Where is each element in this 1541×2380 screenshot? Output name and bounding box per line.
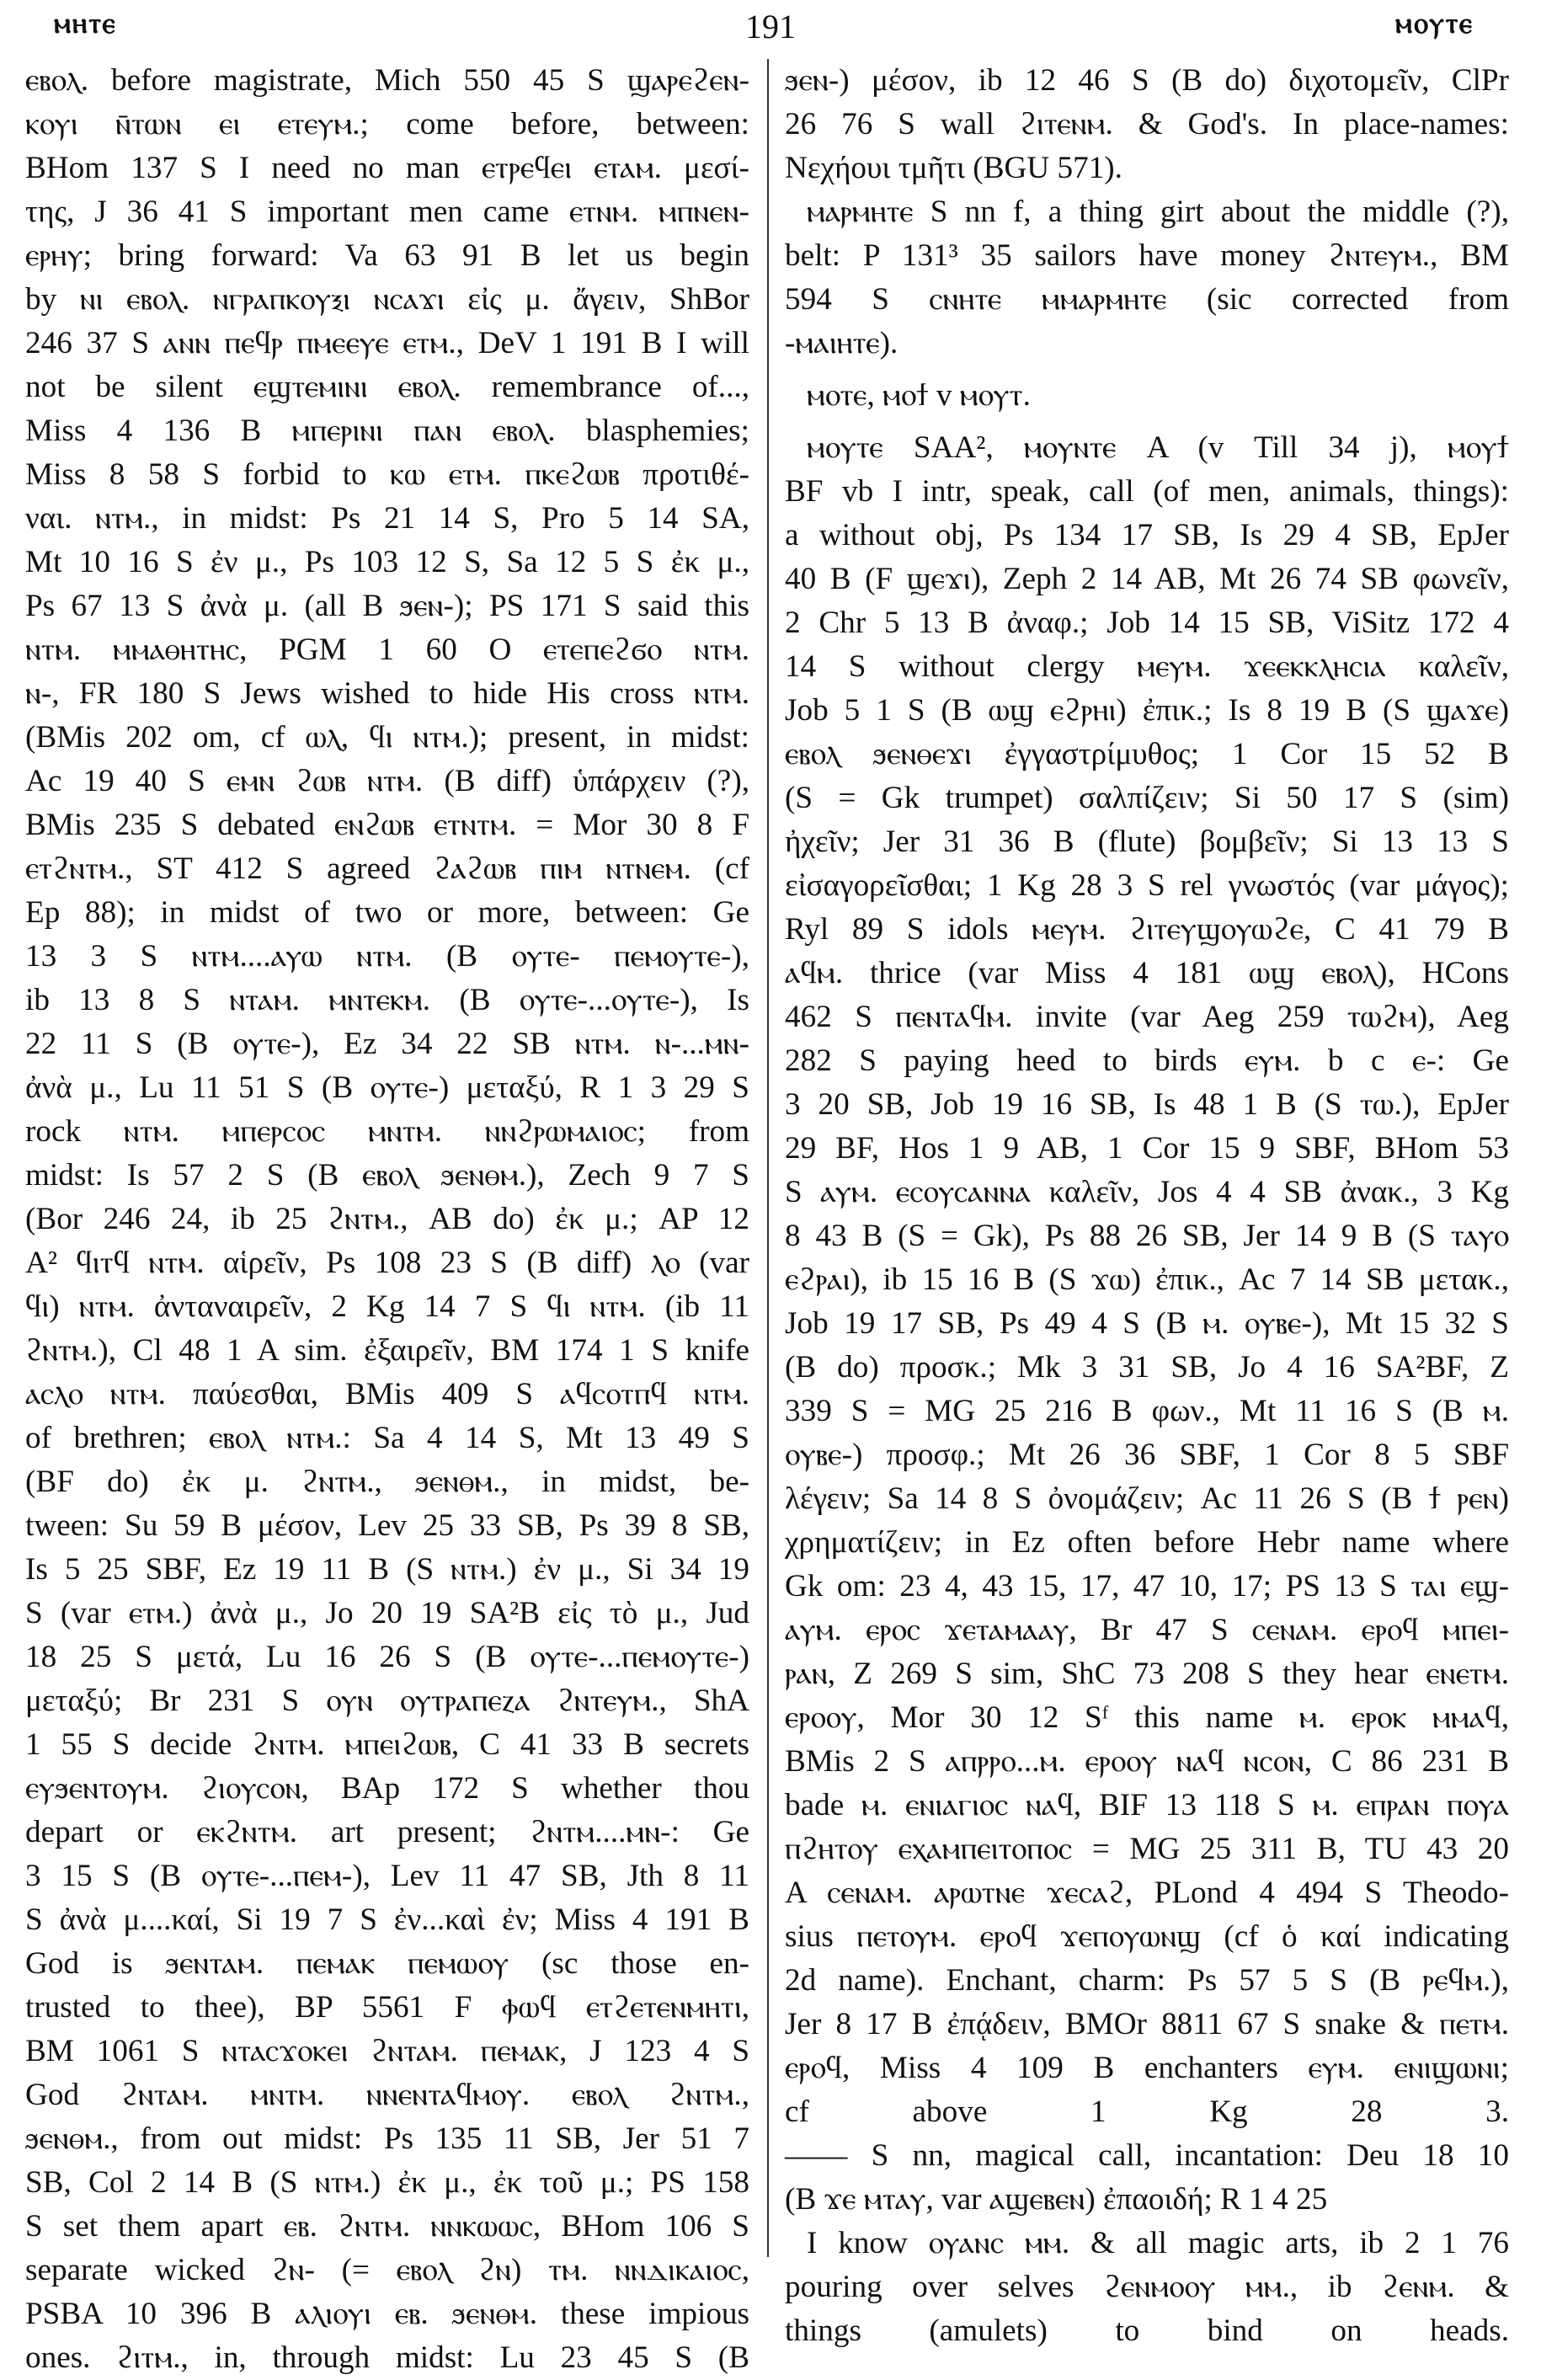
- text-line: εἰσαγορεῖσθαι; 1 Kg 28 3 S rel γνωστός (var μάγος);: [785, 868, 1509, 903]
- text-line: ⲣⲁⲛ, Z 269 S sim, ShC 73 208 S they hear ⲉⲛⲉⲧⲙ.: [785, 1657, 1509, 1691]
- text-line: S ⲁⲩⲙ. ⲉⲥⲟⲩⲥⲁⲛⲛⲁ καλεῖν, Jos 4 4 SB ἀνακ., 3 Kg: [785, 1175, 1509, 1209]
- text-line: ϥⲓ) ⲛⲧⲙ. ἀνταναιρεῖν, 2 Kg 14 7 S ϥⲓ ⲛⲧⲙ. (ib 11: [25, 1289, 749, 1324]
- text-line: Job 5 1 S (B ⲱϣ ⲉϩⲣⲏⲓ) ἐπικ.; Is 8 19 B (S ϣⲁϫⲉ): [785, 693, 1509, 728]
- text-line: ναι. ⲛⲧⲙ., in midst: Ps 21 14 S, Pro 5 14 SA,: [25, 501, 749, 536]
- text-line: (BF do) ἐκ μ. ϩⲛⲧⲙ., ϧⲉⲛⲑⲙ., in midst, be-: [25, 1465, 749, 1499]
- text-line: belt: P 131³ 35 sailors have money ϩⲛⲧⲉⲩⲙ., BM: [785, 238, 1509, 273]
- text-line: separate wicked ϩⲛ- (= ⲉⲃⲟⲗ ϩⲛ) ⲧⲙ. ⲛⲛⲇⲓⲕⲁⲓⲟⲥ,: [25, 2253, 749, 2287]
- text-line: ⲁⲩⲙ. ⲉⲣⲟⲥ ϫⲉⲧⲁⲙⲁⲁⲩ, Br 47 S ⲥⲉⲛⲁⲙ. ⲉⲣⲟϥ ⲙⲡⲉⲓ-: [785, 1613, 1509, 1647]
- text-line: ϧⲉⲛⲑⲙ., from out midst: Ps 135 11 SB, Jer 51 7: [25, 2121, 749, 2156]
- text-line: ⲙⲁⲣⲙⲏⲧⲉ S nn f, a thing girt about the middle (?),: [807, 195, 1509, 229]
- text-line: Gk om: 23 4, 43 15, 17, 47 10, 17; PS 13 S ⲧⲁⲓ ⲉϣ-: [785, 1569, 1509, 1604]
- text-line: tween: Su 59 B μέσον, Lev 25 33 SB, Ps 39 8 SB,: [25, 1508, 749, 1543]
- text-line: ϩⲛⲧⲙ.), Cl 48 1 A sim. ἐξαιρεῖν, BM 174 1 S knife: [25, 1333, 749, 1368]
- text-line: cf above 1 Kg 28 3.: [785, 2095, 1509, 2129]
- text-line: 594 S ⲥⲛⲏⲧⲉ ⲙⲙⲁⲣⲙⲏⲧⲉ (sic corrected from: [785, 282, 1509, 317]
- text-line: S set them apart ⲉⲃ. ϩⲛⲧⲙ. ⲛⲛⲕⲱⲱⲥ, BHom 106 S: [25, 2209, 749, 2244]
- text-line: ⲉⲣⲏⲩ; bring forward: Va 63 91 B let us begin: [25, 238, 749, 273]
- text-line: not be silent ⲉϣⲧⲉⲙⲓⲛⲓ ⲉⲃⲟⲗ. remembrance of...,: [25, 370, 749, 404]
- text-line: God ϩⲛⲧⲁⲙ. ⲙⲛⲧⲙ. ⲛⲛⲉⲛⲧⲁϥⲙⲟⲩ. ⲉⲃⲟⲗ ϩⲛⲧⲙ.,: [25, 2078, 749, 2112]
- text-line: S (var ⲉⲧⲙ.) ἀνὰ μ., Jo 20 19 SA²B εἰς τὸ μ., Jud: [25, 1596, 749, 1630]
- text-line: μεταξύ; Br 231 S ⲟⲩⲛ ⲟⲩⲧⲣⲁⲡⲉⲍⲁ ϩⲛⲧⲉⲩⲙ., ShA: [25, 1684, 749, 1718]
- text-line: I know ⲟⲩⲁⲛⲥ ⲙⲙ. & all magic arts, ib 2 1 76: [807, 2226, 1509, 2260]
- text-line: sius ⲡⲉⲧⲟⲩⲙ. ⲉⲣⲟϥ ϫⲉⲡⲟⲩⲱⲛϣ (cf ὁ καί indicating: [785, 1919, 1509, 1954]
- text-line: ⲁⲥⲗⲟ ⲛⲧⲙ. παύεσθαι, BMis 409 S ⲁϥⲥⲟⲧⲡϥ ⲛⲧⲙ.: [25, 1377, 749, 1411]
- text-line: ⲛ-, FR 180 S Jews wished to hide His cross ⲛⲧⲙ.: [25, 676, 749, 711]
- text-line: ⲉϩⲣⲁⲓ), ib 15 16 B (S ϫⲱ) ἐπικ., Ac 7 14 SB μετακ.,: [785, 1262, 1509, 1297]
- text-line: Is 5 25 SBF, Ez 19 11 B (S ⲛⲧⲙ.) ἐν μ., Si 34 19: [25, 1552, 749, 1587]
- text-line: Miss 4 136 B ⲙⲡⲉⲣⲓⲛⲓ ⲡⲁⲛ ⲉⲃⲟⲗ. blasphemies;: [25, 414, 749, 448]
- text-line: S ἀνὰ μ....καί, Si 19 7 S ἐν...καὶ ἐν; Miss 4 191 B: [25, 1902, 749, 1937]
- text-line: of brethren; ⲉⲃⲟⲗ ⲛⲧⲙ.: Sa 4 14 S, Mt 13 49 S: [25, 1421, 749, 1455]
- text-line: ⲙⲟⲧⲉ, ⲙⲟϯ v ⲙⲟⲩⲧ.: [807, 378, 1031, 413]
- text-line: 29 BF, Hos 1 9 AB, 1 Cor 15 9 SBF, BHom 53: [785, 1131, 1509, 1166]
- text-line: ⲉⲣⲟϥ, Miss 4 109 B enchanters ⲉⲩⲙ. ⲉⲛⲓϣⲱⲛⲓ;: [785, 2051, 1509, 2085]
- text-line: ⲕⲟⲩⲓ ⲛ̄ⲧⲱⲛ ⲉⲓ ⲉⲧⲉⲩⲙ.; come before, between:: [25, 107, 749, 141]
- text-line: ⲡϩⲏⲧⲟⲩ ⲉⲭⲁⲙⲡⲉⲓⲧⲟⲡⲟⲥ = MG 25 311 B, TU 43 20: [785, 1832, 1509, 1866]
- text-line: 2d name). Enchant, charm: Ps 57 5 S (B ⲣⲉϥⲙ.),: [785, 1963, 1509, 1998]
- text-line: A² ϥⲓⲧϥ ⲛⲧⲙ. αἱρεῖν, Ps 108 23 S (B diff) ⲗⲟ (var: [25, 1246, 749, 1280]
- text-line: ⲉⲣⲟⲟⲩ, Mor 30 12 Sᶠ this name ⲙ. ⲉⲣⲟⲕ ⲙⲙⲁϥ,: [785, 1700, 1509, 1735]
- text-line: 13 3 S ⲛⲧⲙ....ⲁⲩⲱ ⲛⲧⲙ. (B ⲟⲩⲧⲉ- ⲡⲉⲙⲟⲩⲧⲉ-),: [25, 939, 749, 974]
- text-line: ἠχεῖν; Jer 31 36 B (flute) βομβεῖν; Si 13 13 S: [785, 824, 1509, 859]
- text-line: ἀνὰ μ., Lu 11 51 S (B ⲟⲩⲧⲉ-) μεταξύ, R 1 3 29 S: [25, 1070, 749, 1105]
- text-line: depart or ⲉⲕϩⲛⲧⲙ. art present; ϩⲛⲧⲙ....ⲙⲛ-: Ge: [25, 1815, 749, 1849]
- text-line: Job 19 17 SB, Ps 49 4 S (B ⲙ. ⲟⲩⲃⲉ-), Mt 15 32 S: [785, 1306, 1509, 1341]
- text-line: Mt 10 16 S ἐν μ., Ps 103 12 S, Sa 12 5 S ἐκ μ.,: [25, 545, 749, 579]
- text-line: 282 S paying heed to birds ⲉⲩⲙ. b c ⲉ-: Ge: [785, 1043, 1509, 1078]
- text-line: BF vb I intr, speak, call (of men, animals, things):: [785, 474, 1509, 509]
- text-line: BHom 137 S I need no man ⲉⲧⲣⲉϥⲉⲓ ⲉⲧⲁⲙ. μεσί-: [25, 151, 749, 185]
- text-line: 40 B (F ϣⲉϫⲓ), Zeph 2 14 AB, Mt 26 74 SB φωνεῖν,: [785, 562, 1509, 596]
- text-line: ⲉⲃⲟⲗ ϧⲉⲛⲑⲉϫⲓ ἐγγαστρίμυθος; 1 Cor 15 52 B: [785, 737, 1509, 771]
- text-line: 26 76 S wall ϩⲓⲧⲉⲛⲙ. & God's. In place-names:: [785, 107, 1509, 141]
- text-line: 1 55 S decide ϩⲛⲧⲙ. ⲙⲡⲉⲓϩⲱⲃ, C 41 33 B secrets: [25, 1727, 749, 1762]
- text-line: (S = Gk trumpet) σαλπίζειν; Si 50 17 S (sim): [785, 781, 1509, 815]
- text-line: (B do) προσκ.; Mk 3 31 SB, Jo 4 16 SA²BF, Z: [785, 1350, 1509, 1385]
- right-running-headword: ⲙⲟⲩⲧⲉ: [1394, 7, 1474, 40]
- text-line: 14 S without clergy ⲙⲉⲩⲙ. ϫⲉⲉⲕⲕⲗⲏⲥⲓⲁ καλεῖν,: [785, 649, 1509, 684]
- text-line: ⲁϥⲙ. thrice (var Miss 4 181 ⲱϣ ⲉⲃⲟⲗ), HCons: [785, 956, 1509, 990]
- text-line: (BMis 202 om, cf ⲱⲗ, ϥⲓ ⲛⲧⲙ.); present, in midst:: [25, 720, 749, 755]
- text-line: ones. ϩⲓⲧⲙ., in, through midst: Lu 23 45 S (B: [25, 2340, 749, 2375]
- text-line: rock ⲛⲧⲙ. ⲙⲡⲉⲣⲥⲟⲥ ⲙⲛⲧⲙ. ⲛⲛϩⲣⲱⲙⲁⲓⲟⲥ; from: [25, 1114, 749, 1149]
- text-line: BMis 2 S ⲁⲡⲣⲣⲟ...ⲙ. ⲉⲣⲟⲟⲩ ⲛⲁϥ ⲛⲥⲟⲛ, C 86 231 B: [785, 1744, 1509, 1779]
- text-line: trusted to thee), BP 5561 F ⲫⲱϥ ⲉⲧϩⲉⲧⲉⲛⲙⲏⲧⲓ,: [25, 1990, 749, 2025]
- text-line: Jer 8 17 B ἐπᾴδειν, BMOr 8811 67 S snake & ⲡⲉⲧⲙ.: [785, 2007, 1509, 2041]
- text-line: λέγειν; Sa 14 8 S ὀνομάζειν; Ac 11 26 S (B ϯ ⲣⲉⲛ): [785, 1481, 1509, 1516]
- text-line: ⲉⲧϩⲛⲧⲙ., ST 412 S agreed ϩⲁϩⲱⲃ ⲡⲓⲙ ⲛⲧⲛⲉⲙ. (cf: [25, 851, 749, 886]
- text-line: ϧⲉⲛ-) μέσον, ib 12 46 S (B do) διχοτομεῖν, ClPr: [785, 63, 1509, 98]
- text-line: ⲛⲧⲙ. ⲙⲙⲁⲑⲏⲧⲏⲥ, PGM 1 60 O ⲉⲧⲉⲡⲉϩϭⲟ ⲛⲧⲙ.: [25, 632, 749, 667]
- text-line: Ryl 89 S idols ⲙⲉⲩⲙ. ϩⲓⲧⲉⲩϣⲟⲩⲱϩⲉ, C 41 79 B: [785, 912, 1509, 947]
- text-line: ib 13 8 S ⲛⲧⲁⲙ. ⲙⲛⲧⲉⲕⲙ. (B ⲟⲩⲧⲉ-...ⲟⲩⲧⲉ-), Is: [25, 983, 749, 1017]
- text-line: bade ⲙ. ⲉⲛⲓⲁⲅⲓⲟⲥ ⲛⲁϥ, BIF 13 118 S ⲙ. ⲉⲡⲣⲁⲛ ⲡⲟⲩⲁ: [785, 1788, 1509, 1822]
- text-line: της, J 36 41 S important men came ⲉⲧⲛⲙ. ⲙⲡⲛⲉⲛ-: [25, 195, 749, 229]
- text-line: God is ϧⲉⲛⲧⲁⲙ. ⲡⲉⲙⲁⲕ ⲡⲉⲙⲱⲟⲩ (sc those en-: [25, 1946, 749, 1981]
- text-line: Miss 8 58 S forbid to ⲕⲱ ⲉⲧⲙ. ⲡⲕⲉϩⲱⲃ προτιθέ-: [25, 457, 749, 492]
- text-line: BMis 235 S debated ⲉⲛϩⲱⲃ ⲉⲧⲛⲧⲙ. = Mor 30 8 F: [25, 808, 749, 842]
- text-line: Νεχήουι τμῆτι (BGU 571).: [785, 151, 1122, 185]
- column-divider: [767, 59, 769, 2257]
- text-line: —— S nn, magical call, incantation: Deu 18 10: [785, 2138, 1509, 2173]
- text-line: A ⲥⲉⲛⲁⲙ. ⲁⲣⲱⲧⲛⲉ ϫⲉⲥⲁϩ, PLond 4 494 S Theodo-: [785, 1876, 1509, 1910]
- text-line: 3 15 S (B ⲟⲩⲧⲉ-...ⲡⲉⲙ-), Lev 11 47 SB, Jth 8 11: [25, 1859, 749, 1893]
- text-line: midst: Is 57 2 S (B ⲉⲃⲟⲗ ϧⲉⲛⲑⲙ.), Zech 9 7 S: [25, 1158, 749, 1193]
- left-column: [25, 59, 749, 2375]
- text-line: things (amulets) to bind on heads.: [785, 2313, 1509, 2348]
- text-line: 246 37 S ⲁⲛⲛ ⲡⲉϥⲣ ⲡⲙⲉⲉⲩⲉ ⲉⲧⲙ., DeV 1 191 B I will: [25, 326, 749, 360]
- text-line: PSBA 10 396 B ⲁⲗⲓⲟⲩⲓ ⲉⲃ. ϧⲉⲛⲑⲙ. these impious: [25, 2297, 749, 2331]
- text-line: 22 11 S (B ⲟⲩⲧⲉ-), Ez 34 22 SB ⲛⲧⲙ. ⲛ-...ⲙⲛ-: [25, 1027, 749, 1061]
- text-line: (B ϫⲉ ⲙⲧⲁⲩ, var ⲁϣⲉⲃⲉⲛ) ἐπαοιδή; R 1 4 25: [785, 2182, 1328, 2217]
- page-number: 191: [745, 8, 796, 45]
- text-line: χρηματίζειν; in Ez often before Hebr name where: [785, 1525, 1509, 1560]
- text-line: 18 25 S μετά, Lu 16 26 S (B ⲟⲩⲧⲉ-...ⲡⲉⲙⲟⲩⲧⲉ-): [25, 1640, 749, 1674]
- text-line: 462 S ⲡⲉⲛⲧⲁϥⲙ. invite (var Aeg 259 ⲧⲱϩⲙ), Aeg: [785, 1000, 1509, 1034]
- text-line: -ⲙⲁⲓⲏⲧⲉ).: [785, 326, 898, 360]
- text-line: ⲉⲩϧⲉⲛⲧⲟⲩⲙ. ϩⲓⲟⲩⲥⲟⲛ, BAp 172 S whether thou: [25, 1771, 749, 1806]
- text-line: Ps 67 13 S ἀνὰ μ. (all B ϧⲉⲛ-); PS 171 S said this: [25, 589, 749, 623]
- text-line: Ac 19 40 S ⲉⲙⲛ ϩⲱⲃ ⲛⲧⲙ. (B diff) ὑπάρχειν (?),: [25, 764, 749, 798]
- text-line: Ep 88); in midst of two or more, between: Ge: [25, 895, 749, 930]
- text-line: (Bor 246 24, ib 25 ϩⲛⲧⲙ., AB do) ἐκ μ.; AP 12: [25, 1202, 749, 1236]
- text-line: 2 Chr 5 13 B ἀναφ.; Job 14 15 SB, ViSitz 172 4: [785, 606, 1509, 640]
- text-line: pouring over selves ϩⲉⲛⲙⲟⲟⲩ ⲙⲙ., ib ϩⲉⲛⲙ. &: [785, 2270, 1509, 2304]
- text-line: by ⲛⲓ ⲉⲃⲟⲗ. ⲛⲅⲣⲁⲡⲕⲟⲩⲝⲓ ⲛⲥⲁϫⲓ εἰς μ. ἄγειν, ShBor: [25, 282, 749, 317]
- page-header: [25, 7, 1516, 51]
- text-line: SB, Col 2 14 B (S ⲛⲧⲙ.) ἐκ μ., ἐκ τοῦ μ.; PS 158: [25, 2165, 749, 2200]
- left-running-headword: ⲙⲏⲧⲉ: [54, 7, 117, 40]
- text-line: 8 43 B (S = Gk), Ps 88 26 SB, Jer 14 9 B (S ⲧⲁⲩⲟ: [785, 1219, 1509, 1253]
- text-line: a without obj, Ps 134 17 SB, Is 29 4 SB, EpJer: [785, 518, 1509, 552]
- text-line: 3 20 SB, Job 19 16 SB, Is 48 1 B (S ⲧⲱ.), EpJer: [785, 1087, 1509, 1122]
- text-line: BM 1061 S ⲛⲧⲁⲥϫⲟⲕⲉⲓ ϩⲛⲧⲁⲙ. ⲡⲉⲙⲁⲕ, J 123 4 S: [25, 2034, 749, 2068]
- text-line: ⲟⲩⲃⲉ-) προσφ.; Mt 26 36 SBF, 1 Cor 8 5 SBF: [785, 1438, 1509, 1472]
- right-column: [785, 59, 1509, 2348]
- text-line: 339 S = MG 25 216 B φων., Mt 11 16 S (B ⲙ.: [785, 1394, 1509, 1428]
- text-line: ⲙⲟⲩⲧⲉ SAA², ⲙⲟⲩⲛⲧⲉ A (v Till 34 j), ⲙⲟⲩϯ: [807, 430, 1509, 465]
- text-line: ⲉⲃⲟⲗ. before magistrate, Mich 550 45 S ϣⲁⲣⲉϩⲉⲛ-: [25, 63, 749, 98]
